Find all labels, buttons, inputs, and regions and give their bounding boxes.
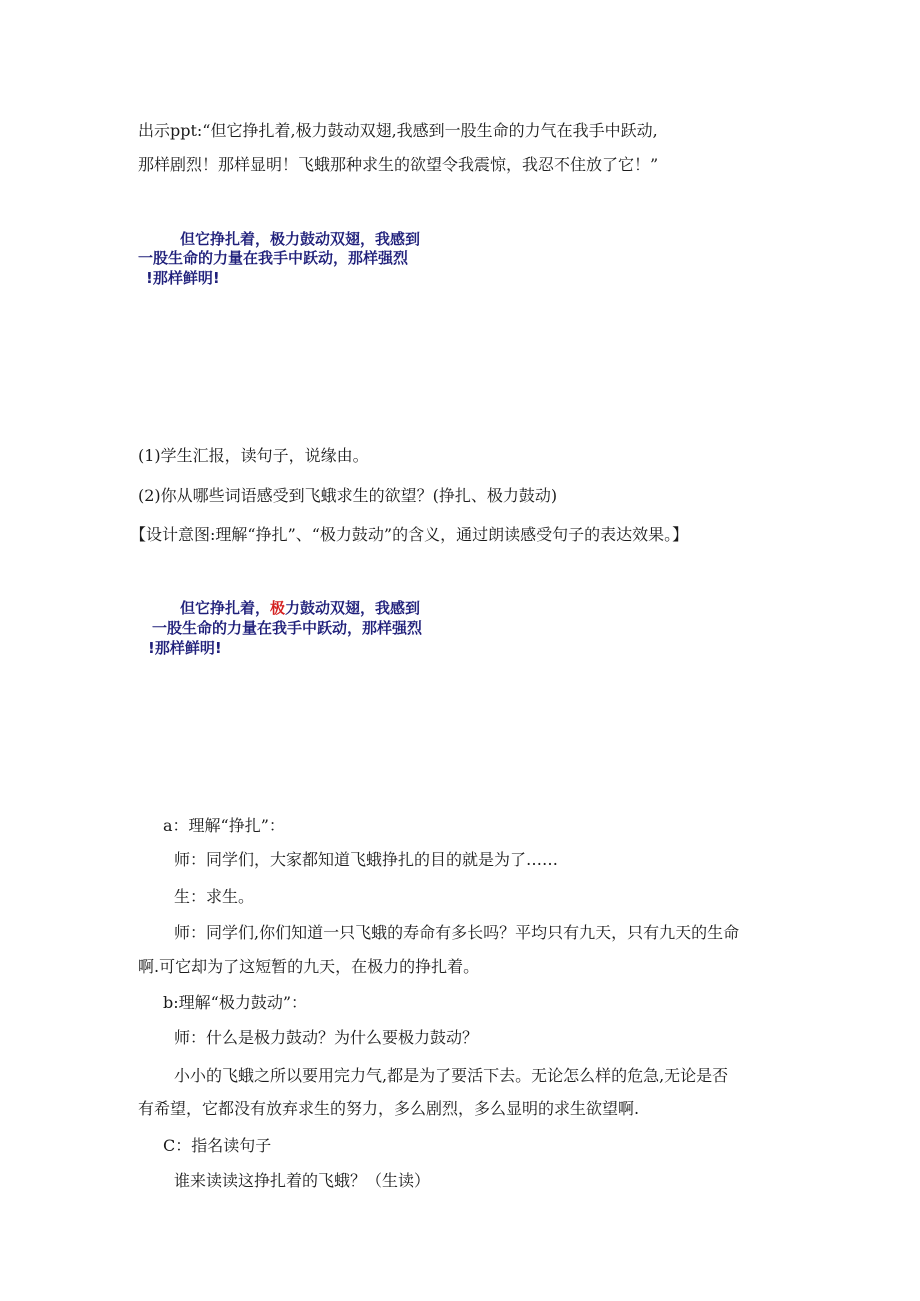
teacher-line-4: 谁来读读这挣扎着的飞蛾？（生读）: [174, 1171, 431, 1190]
question-2: (2)你从哪些词语感受到飞蛾求生的欲望？(挣扎、极力鼓动): [138, 486, 558, 505]
slide-1-line-2: 一股生命的力量在我手中跃动，那样强烈: [138, 249, 409, 267]
slide-2-line-2: 一股生命的力量在我手中跃动，那样强烈: [152, 619, 423, 637]
paragraph-line-2: 有希望，它都没有放弃求生的努力，多么剧烈，多么显明的求生欲望啊.: [138, 1099, 640, 1118]
slide-2-line-1-start: 但它挣扎着，: [180, 599, 271, 617]
slide-1-line-1: 但它挣扎着，极力鼓动双翅，我感到: [180, 230, 421, 248]
slide-2-line-1: [180, 598, 420, 618]
paragraph-line-1: 小小的飞蛾之所以要用完力气,都是为了要活下去。无论怎么样的危急,无论是否: [174, 1066, 729, 1085]
teacher-line-1: 师：同学们，大家都知道飞蛾挣扎的目的就是为了……: [174, 850, 559, 869]
question-1: (1)学生汇报，读句子，说缘由。: [138, 446, 369, 465]
ppt-intro-line-2: 那样剧烈！那样显明！飞蛾那种求生的欲望令我震惊，我忍不住放了它！”: [138, 155, 659, 174]
heading-c: C：指名读句子: [163, 1136, 272, 1155]
slide-1-line-3: !那样鲜明!: [146, 269, 220, 287]
highlighted-character: 极: [270, 599, 286, 617]
teacher-line-3: 师：什么是极力鼓动？为什么要极力鼓动？: [174, 1028, 479, 1047]
slide-2-line-1-end: 力鼓动双翅，我感到: [285, 599, 421, 617]
heading-b: b:理解“极力鼓动”：: [163, 993, 307, 1012]
teacher-line-2a: 师：同学们,你们知道一只飞蛾的寿命有多长吗？平均只有九天，只有九天的生命: [174, 923, 740, 942]
heading-a: a：理解“挣扎”：: [163, 816, 285, 835]
teacher-line-2b: 啊.可它却为了这短暂的九天，在极力的挣扎着。: [138, 957, 480, 976]
ppt-intro-line-1: 出示ppt:“但它挣扎着,极力鼓动双翅,我感到一股生命的力气在我手中跃动,: [138, 121, 658, 140]
student-line-1: 生：求生。: [174, 887, 255, 906]
slide-2-line-3: !那样鲜明!: [148, 639, 222, 657]
design-intent: 【设计意图:理解“挣扎”、“极力鼓动”的含义，通过朗读感受句子的表达效果。】: [130, 525, 689, 544]
